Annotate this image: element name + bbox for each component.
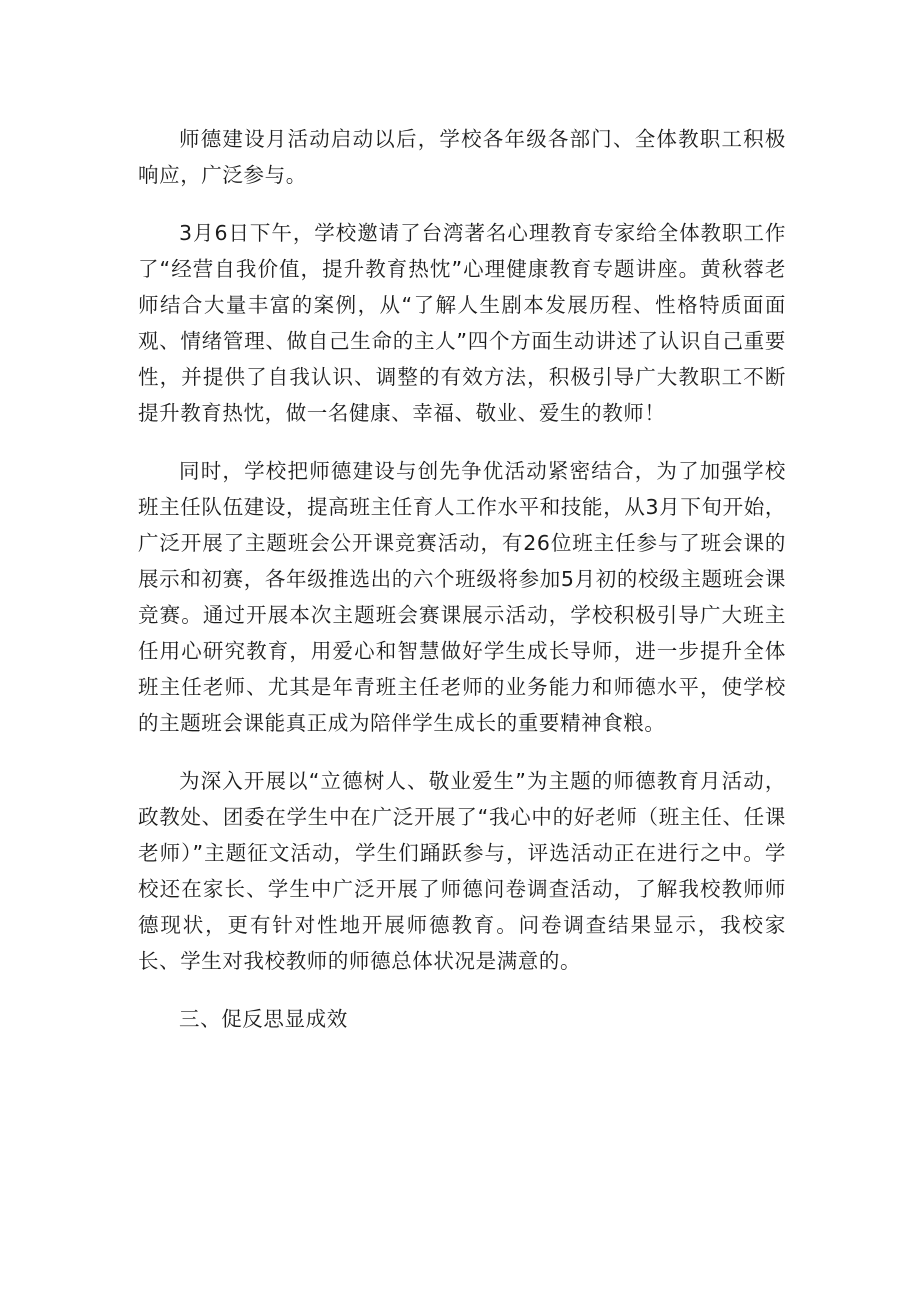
- paragraph-lecture: 3月6日下午，学校邀请了台湾著名心理教育专家给全体教职工作了“经营自我价值，提升教育热忱”心理健康教育专题讲座。黄秋蓉老师结合大量丰富的案例，从“了解人生剧本发展历程、性格特质面面观、情绪管理、做自己生命的主人”四个方面生动讲述了认识自己重要性，并提供了自我认识、调整的有效方法，积极引导广大教职工不断提升教育热忱，做一名健康、幸福、敬业、爱生的教师！: [138, 221, 786, 425]
- paragraph-class-meeting-competition: 同时，学校把师德建设与创先争优活动紧密结合，为了加强学校班主任队伍建设，提高班主任育人工作水平和技能，从3月下旬开始，广泛开展了主题班会公开课竞赛活动，有26位班主任参与了班会课的展示和初赛，各年级推选出的六个班级将参加5月初的校级主题班会课竞赛。通过开展本次主题班会赛课展示活动，学校积极引导广大班主任用心研究教育，用爱心和智慧做好学生成长导师，进一步提升全体班主任老师、尤其是年青班主任老师的业务能力和师德水平，使学校的主题班会课能真正成为陪伴学生成长的重要精神食粮。: [138, 459, 786, 735]
- paragraph-essay-and-survey: 为深入开展以“立德树人、敬业爱生”为主题的师德教育月活动，政教处、团委在学生中在广泛开展了“我心中的好老师（班主任、任课老师）”主题征文活动，学生们踊跃参与，评选活动正在进行之中。学校还在家长、学生中广泛开展了师德问卷调查活动，了解我校教师师德现状，更有针对性地开展师德教育。问卷调查结果显示，我校家长、学生对我校教师的师德总体状况是满意的。: [138, 769, 786, 973]
- paragraph-activity-launch: 师德建设月活动启动以后，学校各年级各部门、全体教职工积极响应，广泛参与。: [138, 127, 786, 187]
- document-body: [138, 121, 786, 1037]
- section-heading: 三、促反思显成效: [179, 1007, 348, 1031]
